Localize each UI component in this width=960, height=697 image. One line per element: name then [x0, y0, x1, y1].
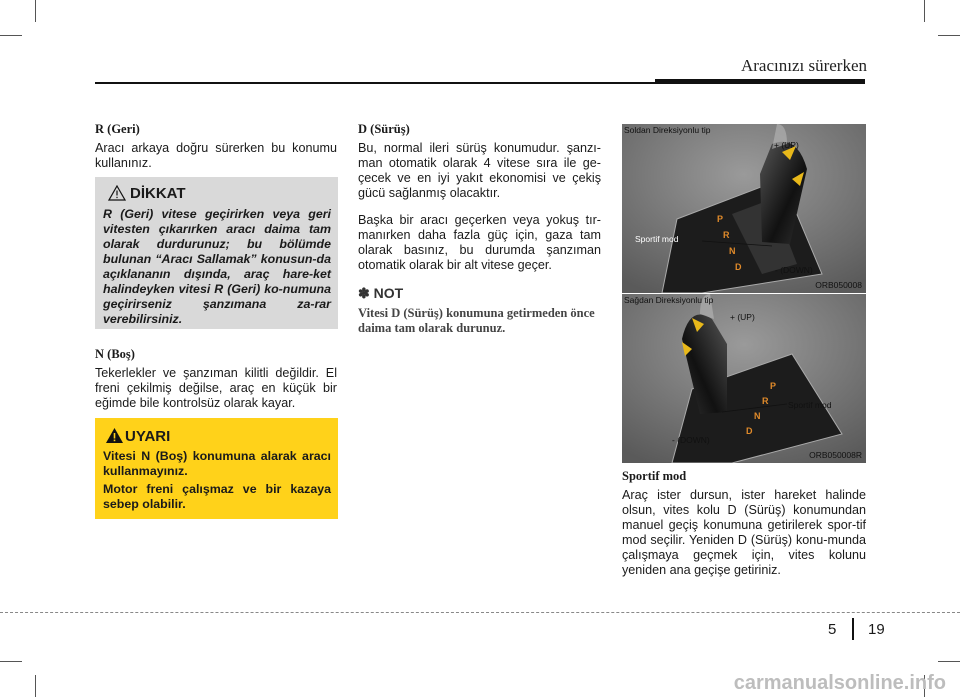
crop-mark — [35, 0, 36, 22]
svg-text:N: N — [754, 411, 761, 421]
sport-mode-label: Sportif mod — [635, 234, 679, 244]
column-left — [95, 122, 337, 171]
section-heading-d: D (Sürüş) — [358, 122, 410, 136]
crop-mark — [0, 661, 22, 662]
svg-text:N: N — [729, 246, 736, 256]
warning-title: UYARI — [125, 428, 171, 445]
warning-triangle-icon — [105, 427, 124, 444]
up-label: + (UP) — [730, 312, 755, 322]
svg-text:P: P — [717, 214, 724, 224]
column-middle — [358, 122, 601, 336]
svg-text:D: D — [735, 262, 742, 272]
down-label: - (DOWN) — [775, 265, 813, 275]
warning-paragraph: Vitesi N (Boş) konumuna alarak aracı kullanmayınız. — [103, 449, 331, 478]
section-text-sport: Araç ister dursun, ister hareket halinde olsun, vites kolu D (Sürüş) konumundan manuel geçiş konumuna getirilerek spor-tif mod seçilir. Yeniden D (Sürüş) konu-munda çalışmaya geçmek için, vites kolunu yeniden ana geçişe getiriniz. — [622, 488, 866, 577]
figure-right-hand-drive — [622, 294, 866, 463]
caution-title: DİKKAT — [130, 185, 186, 202]
note-star-icon: ✽ — [358, 285, 374, 301]
shift-lever-illustration — [622, 124, 866, 293]
caution-text: R (Geri) vitese geçirirken veya geri vitesten çıkarırken aracı daima tam olarak durdurunuz; bu bölümde bulunan “Aracı Sallamak” konusun-da açıklananın dışında, araç hare-ket halindeyken vitesi R (Geri) ko-numuna geçirirseniz şanzımana za-rar verebilirsiniz. — [103, 207, 331, 326]
watermark-url: carmanualsonline.info — [733, 672, 946, 694]
crop-mark — [938, 35, 960, 36]
crop-mark — [924, 0, 925, 22]
column-left-n — [95, 347, 337, 411]
page-number-divider — [852, 618, 854, 640]
crop-mark — [0, 35, 22, 36]
note-text: Vitesi D (Sürüş) konumuna getirmeden önce daima tam olarak durunuz. — [358, 306, 595, 335]
caution-triangle-icon — [108, 185, 126, 201]
figure-code: ORB050008R — [809, 450, 862, 460]
caution-box — [95, 177, 338, 329]
section-heading-n: N (Boş) — [95, 347, 135, 361]
footer-dashed-rule — [0, 612, 960, 613]
chapter-number: 5 — [828, 621, 837, 638]
note-heading — [358, 285, 601, 302]
crop-mark — [35, 675, 36, 697]
section-heading-r: R (Geri) — [95, 122, 140, 136]
warning-box — [95, 418, 338, 519]
down-label: - (DOWN) — [672, 435, 710, 445]
up-label: + (UP) — [774, 140, 799, 150]
header-rule-accent — [655, 79, 865, 84]
section-heading-sport: Sportif mod — [622, 469, 687, 483]
warning-text — [103, 449, 331, 515]
figure-caption: Soldan Direksiyonlu tip — [624, 125, 711, 135]
page-header-title: Aracınızı sürerken — [740, 56, 867, 75]
crop-mark — [938, 661, 960, 662]
column-right — [622, 469, 866, 578]
svg-text:R: R — [762, 396, 769, 406]
warning-paragraph: Motor freni çalışmaz ve bir kazaya sebep olabilir. — [103, 482, 331, 511]
svg-text:P: P — [770, 381, 777, 391]
sport-mode-label: Sportif mod — [788, 400, 832, 410]
figure-code: ORB050008 — [815, 280, 862, 290]
svg-text:D: D — [746, 426, 753, 436]
section-text-d-2: Başka bir aracı geçerken veya yokuş tır-manırken daha fazla güç için, gaza tam olarak basınız, bu durumda şanzıman otomatik olarak bir alt vitese geçer. — [358, 213, 601, 272]
figure-left-hand-drive — [622, 124, 866, 293]
figure-caption: Sağdan Direksiyonlu tip — [624, 295, 714, 305]
section-text-r: Aracı arkaya doğru sürerken bu konumu kullanınız. — [95, 141, 337, 170]
section-text-n: Tekerlekler ve şanzıman kilitli değildir. El freni çekilmiş değilse, araç en küçük bir eğimde bile kontrolsüz olarak kayar. — [95, 366, 337, 410]
svg-text:R: R — [723, 230, 730, 240]
page-number: 19 — [868, 621, 885, 638]
section-text-d: Bu, normal ileri sürüş konumudur. şanzı-man otomatik olarak 4 vitese sıra ile ge-çecek ve en iyi yakıt ekonomisi ve çekiş gücü sağlanmış olacaktır. — [358, 141, 601, 200]
note-title: NOT — [373, 285, 404, 301]
